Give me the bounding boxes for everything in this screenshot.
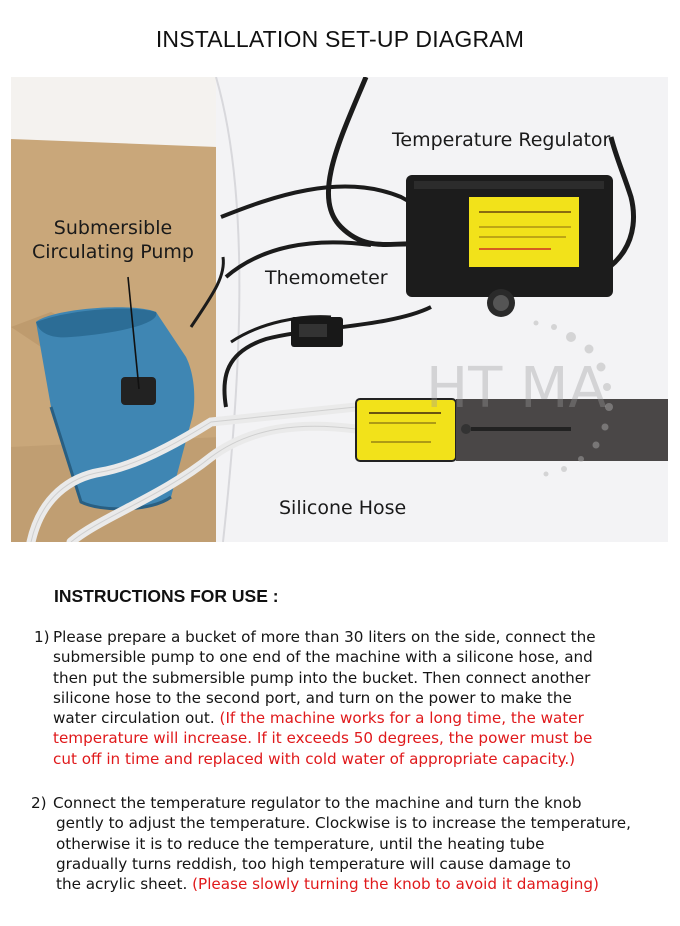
instruction-line: gently to adjust the temperature. Clockwise is to increase the temperature, xyxy=(56,814,631,833)
instruction-line: then put the submersible pump into the bucket. Then connect another xyxy=(53,668,591,687)
instruction-item-1 xyxy=(34,627,654,769)
instructions-heading: INSTRUCTIONS FOR USE : xyxy=(54,586,279,606)
warning-text: (Please slowly turning the knob to avoid it damaging) xyxy=(192,875,599,894)
warning-text: (If the machine works for a long time, the water xyxy=(219,709,584,728)
pump-label-line2: Circulating Pump xyxy=(32,241,194,263)
warning-line: temperature will increase. If it exceeds 50 degrees, the power must be xyxy=(53,729,593,748)
instruction-number: 2) xyxy=(31,794,47,812)
thermometer-label: Themometer xyxy=(265,267,388,289)
instruction-line: Please prepare a bucket of more than 30 liters on the side, connect the xyxy=(53,628,596,646)
instruction-line: water circulation out. xyxy=(53,709,215,728)
instruction-line: gradually turns reddish, too high temperature will cause damage to xyxy=(56,854,571,873)
instruction-line: the acrylic sheet. xyxy=(56,875,188,894)
instruction-number: 1) xyxy=(34,628,50,646)
pump-label-line1: Submersible xyxy=(53,217,173,239)
instruction-line: otherwise it is to reduce the temperature, until the heating tube xyxy=(56,834,545,853)
instruction-item-2 xyxy=(31,793,671,894)
warning-line: cut off in time and replaced with cold water of appropriate capacity.) xyxy=(53,749,576,768)
page-title: INSTALLATION SET-UP DIAGRAM xyxy=(155,26,525,52)
temperature-regulator-label: Temperature Regulator xyxy=(392,129,611,151)
instruction-line: silicone hose to the second port, and turn on the power to make the xyxy=(53,688,572,707)
instruction-line: Connect the temperature regulator to the machine and turn the knob xyxy=(53,794,582,812)
instruction-line: submersible pump to one end of the machine with a silicone hose, and xyxy=(53,648,593,667)
watermark-text: HT MA xyxy=(426,356,607,421)
silicone-hose-label: Silicone Hose xyxy=(279,497,407,519)
setup-photo xyxy=(11,77,668,542)
